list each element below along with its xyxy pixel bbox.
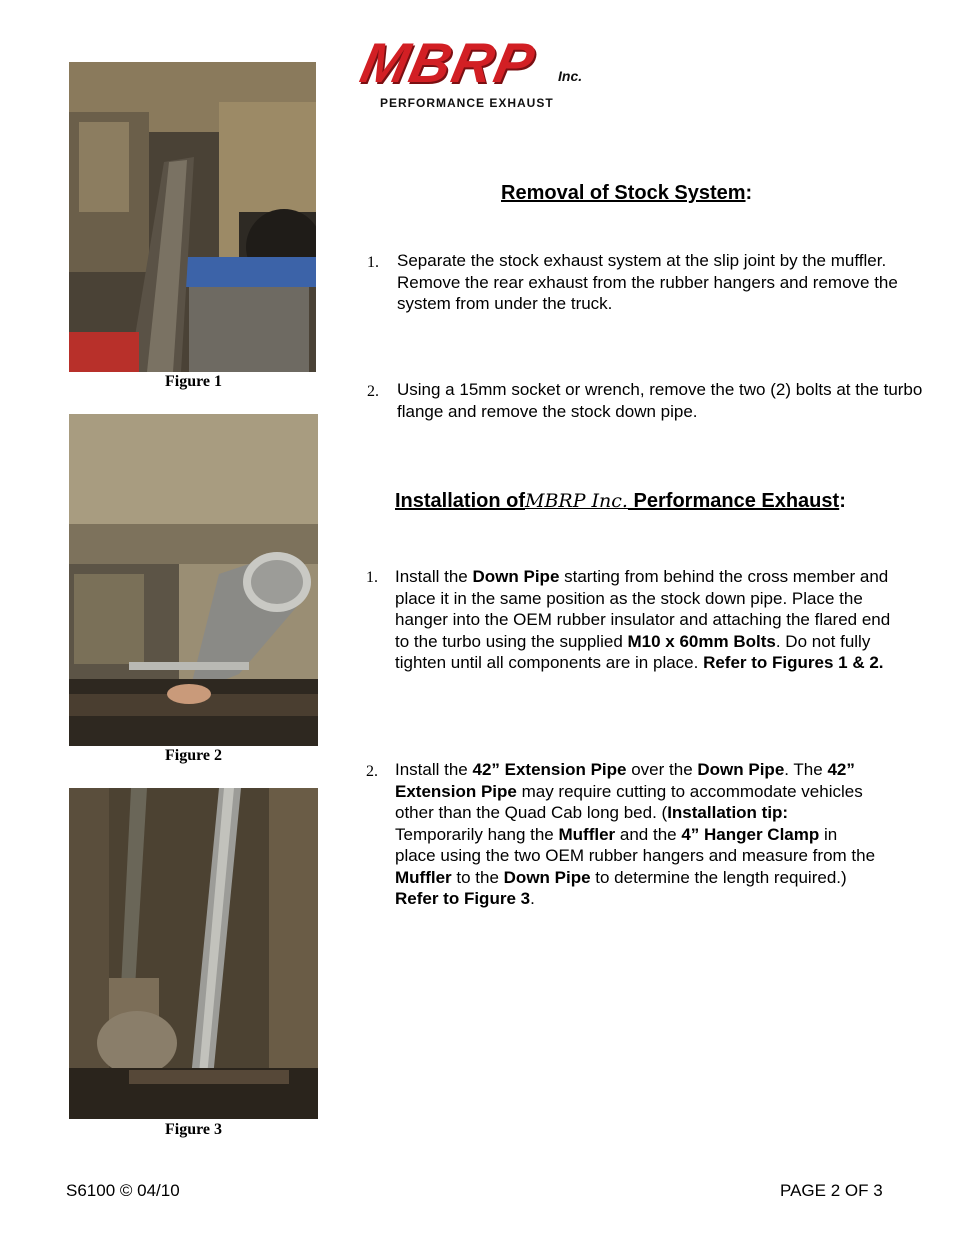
footer-document-code: S6100 © 04/10 xyxy=(66,1181,180,1200)
bold-term: Down Pipe xyxy=(697,760,785,779)
installation-heading-rest: Performance Exhaust xyxy=(627,490,840,512)
bold-term: Down Pipe xyxy=(472,567,560,586)
bold-term: 42” Extension Pipe xyxy=(395,760,855,801)
figure-2-caption: Figure 2 xyxy=(164,747,223,764)
text-run: Install the xyxy=(395,567,473,586)
bold-term: Refer to Figure 3 xyxy=(395,889,531,908)
installation-heading-prefix: Installation of xyxy=(395,490,525,512)
installation-heading-brand: MBRP Inc. xyxy=(525,490,628,512)
text-run: Install the xyxy=(395,760,473,779)
figure-1-photo xyxy=(69,62,316,372)
removal-step-2-number: 2. xyxy=(367,383,379,400)
bold-term: M10 x 60mm Bolts xyxy=(627,631,776,651)
bold-term: 4” Hanger Clamp xyxy=(681,824,820,844)
removal-heading-colon: : xyxy=(745,182,753,204)
installation-heading xyxy=(395,490,846,513)
bold-term: 42” Extension Pipe xyxy=(472,760,627,779)
bold-term: Installation tip: xyxy=(667,803,789,822)
footer-page-number: PAGE 2 OF 3 xyxy=(780,1181,883,1200)
text-run: starting from behind the cross member and place it in the same position as the stock down pipe. Place the hanger into the OEM rubber insulator and attaching the flared end to the turbo using the supplied xyxy=(395,567,891,651)
text-run: . Do not fully tighten until all components are in place. xyxy=(395,631,871,672)
installation-step-2-text xyxy=(395,759,880,910)
removal-heading-text: Removal of Stock System xyxy=(501,182,746,204)
text-run: to the xyxy=(451,867,504,887)
removal-step-2-text: Using a 15mm socket or wrench, remove the two (2) bolts at the turbo flange and remove the stock down pipe. xyxy=(397,380,923,421)
removal-step-1-text: Separate the stock exhaust system at the slip joint by the muffler. Remove the rear exhaust from the rubber hangers and remove the system from under the truck. xyxy=(397,251,898,313)
installation-step-2-number: 2. xyxy=(366,763,378,780)
figure-3-photo xyxy=(69,788,318,1119)
installation-step-1-text xyxy=(395,566,900,674)
figure-2-photo xyxy=(69,414,318,746)
text-run: and the xyxy=(615,824,682,844)
removal-heading xyxy=(501,182,752,205)
text-run: Temporarily hang the xyxy=(395,824,559,844)
installation-heading-colon: : xyxy=(839,490,846,512)
text-run: . The xyxy=(784,760,828,779)
figure-1-caption: Figure 1 xyxy=(164,373,223,390)
removal-step-1-number: 1. xyxy=(367,254,379,271)
text-run: over the xyxy=(626,760,698,779)
mbrp-logo xyxy=(355,31,614,116)
bold-term: Refer to Figures 1 & 2. xyxy=(703,653,884,672)
logo-wordmark: MBRP xyxy=(355,31,542,94)
installation-step-1-number: 1. xyxy=(366,569,378,586)
text-run: to determine the length required.) xyxy=(590,867,847,887)
bold-term: Muffler xyxy=(558,824,616,844)
logo-suffix: Inc. xyxy=(558,68,583,84)
logo-tagline: PERFORMANCE EXHAUST xyxy=(380,96,554,110)
text-run: . xyxy=(530,889,535,908)
text-run: may require cutting to accommodate vehicles other than the Quad Cab long bed. ( xyxy=(395,781,863,822)
text-run: in place using the two OEM rubber hangers and measure from the xyxy=(395,824,876,865)
bold-term: Muffler xyxy=(395,867,452,887)
bold-term: Down Pipe xyxy=(503,867,591,887)
figure-3-caption: Figure 3 xyxy=(164,1121,223,1138)
